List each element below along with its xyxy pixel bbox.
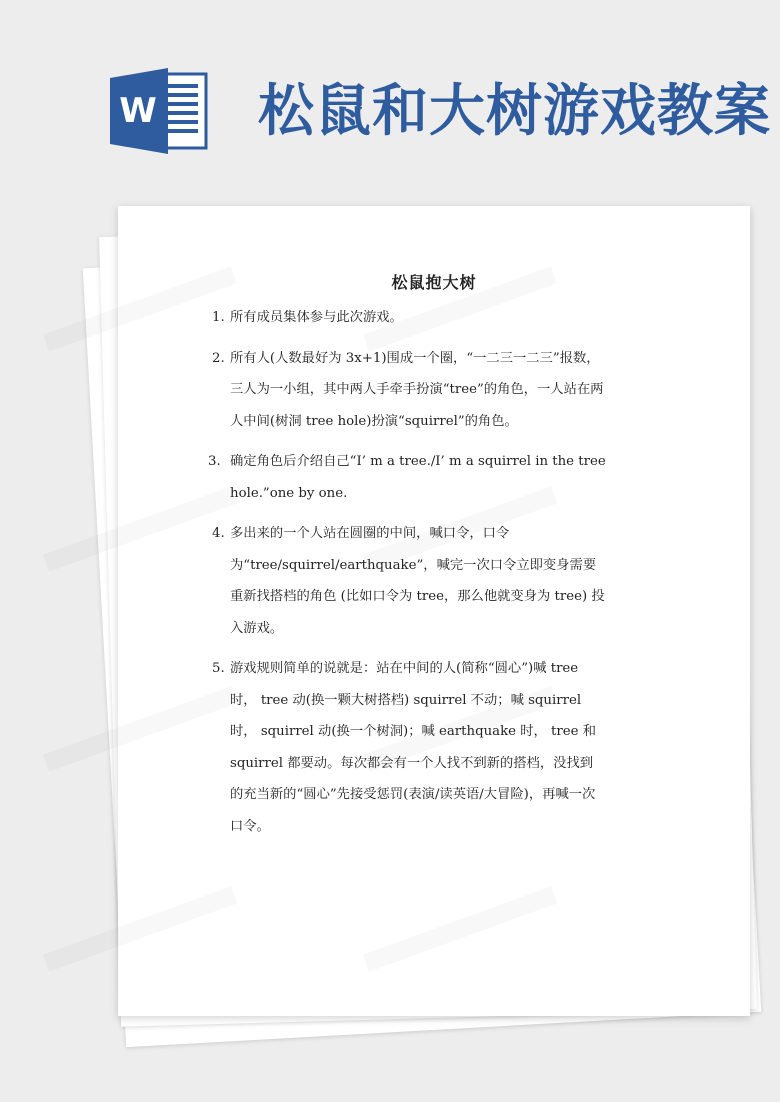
list-item: [208, 446, 606, 509]
list-item-number: 4.: [212, 526, 225, 541]
document-title: 松鼠抱大树: [391, 273, 477, 292]
list-item-text: 多出来的一个人站在圆圈的中间，喊口令，口令为“tree/squirrel/earthquake”，喊完一次口令立即变身需要重新找搭档的角色 (比如口令为 tree，那么他就变身为 tree) 投入游戏。: [230, 526, 605, 636]
document-page: [118, 206, 750, 1016]
rules-list: [208, 302, 606, 851]
list-item-text: 所有成员集体参与此次游戏。: [230, 310, 403, 325]
list-item-number: 5.: [212, 661, 225, 676]
list-item-text: 确定角色后介绍自己“I’ m a tree./I’ m a squirrel in the tree hole.”one by one.: [230, 454, 606, 501]
list-item-number: 1.: [212, 310, 225, 325]
list-item: [212, 653, 606, 842]
list-item-number: 2.: [212, 350, 225, 366]
banner-title: 松鼠和大树游戏教案: [258, 79, 771, 144]
list-item: [212, 302, 606, 334]
list-item: [212, 343, 606, 438]
list-item: [212, 518, 606, 644]
list-item-text: 所有人(人数最好为 3x+1)围成一个圈，“一二三一二三”报数，三人为一小组，其中两人手牵手扮演“tree”的角色，一人站在两人中间(树洞 tree hole)扮演“squirrel”的角色。: [230, 350, 604, 429]
list-item-text: 游戏规则简单的说就是：站在中间的人(简称“圆心”)喊 tree 时， tree 动(换一颗大树搭档) squirrel 不动；喊 squirrel 时， squirrel 动(换一个树洞)；喊 earthquake 时， tree 和 squirrel 都要动。每次都会有一个人找不到新的搭档，没找到的充当新的“圆心”先接受惩罚(表演/读英语/大冒险)，再喊一次口令。: [230, 661, 597, 834]
list-item-number: 3.: [208, 454, 221, 469]
word-icon-letter: W: [119, 91, 157, 131]
word-document-icon: [108, 68, 208, 154]
